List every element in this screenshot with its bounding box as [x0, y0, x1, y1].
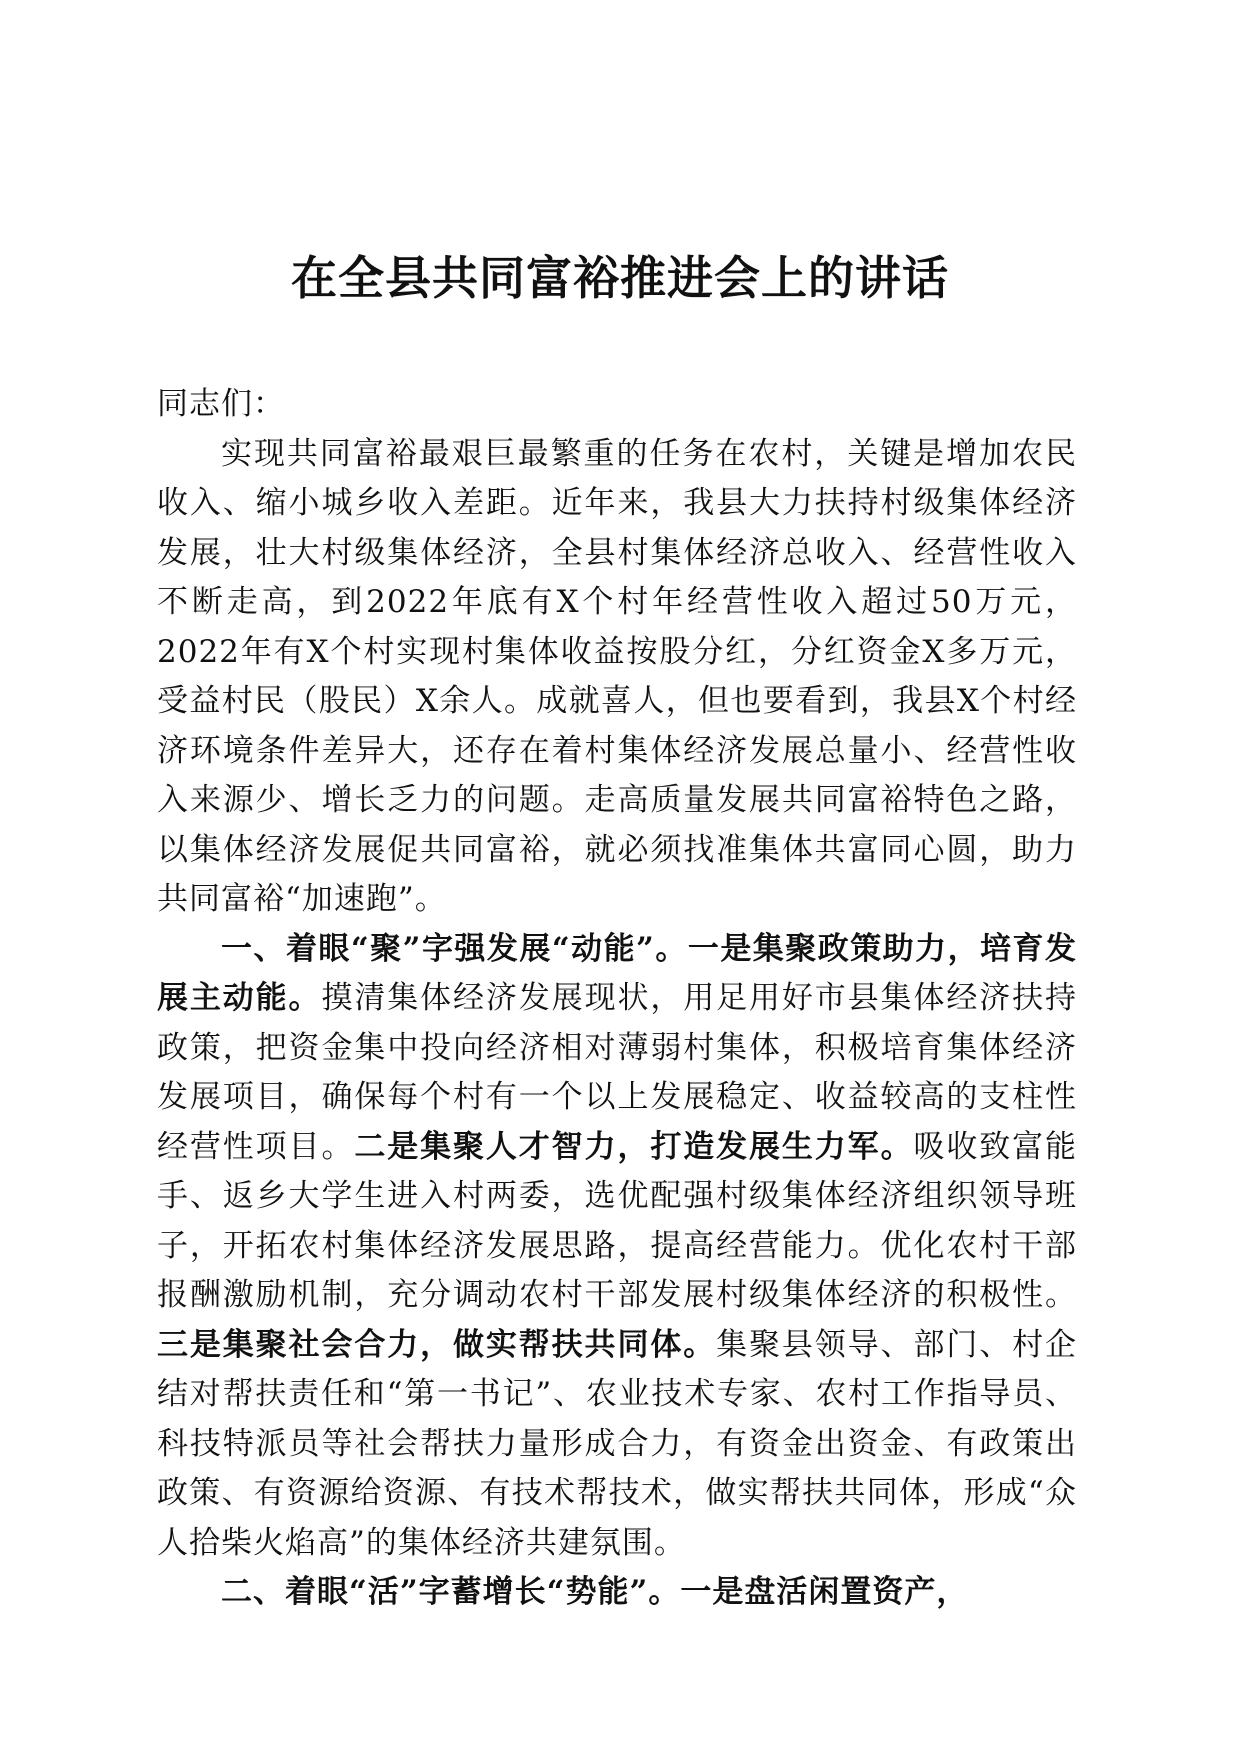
section-1-point-3-text: 集聚县领导、部门、村企结对帮扶责任和“第一书记”、农业技术专家、农村工作指导员、科技特派员等社会帮扶力量形成合力，有资金出资金、有政策出政策、有资源给资源、有技术帮技术，做实帮扶共同体，形成“众人拾柴火焰高”的集体经济共建氛围。 [157, 1326, 1077, 1561]
intro-paragraph: 实现共同富裕最艰巨最繁重的任务在农村，关键是增加农民收入、缩小城乡收入差距。近年来，我县大力扶持村级集体经济发展，壮大村级集体经济，全县村集体经济总收入、经营性收入不断走高，到2022年底有X个村年经营性收入超过50万元，2022年有X个村实现村集体收益按股分红，分红资金X多万元，受益村民（股民）X余人。成就喜人，但也要看到，我县X个村经济环境条件差异大，还存在着村集体经济发展总量小、经营性收入来源少、增长乏力的问题。走高质量发展共同富裕特色之路，以集体经济发展促共同富裕，就必须找准集体共富同心圆，助力共同富裕“加速跑”。 [157, 435, 1077, 917]
section-1-paragraph [157, 925, 1077, 1569]
document-title: 在全县共同富裕推进会上的讲话 [291, 251, 949, 305]
section-1-point-1-heading: 一是集聚政策助力，培育发展主动能。 [157, 930, 1078, 1016]
section-2-point-1-heading: 一是盘活闲置资产， [680, 1574, 969, 1610]
section-1-point-2-heading: 二是集聚人才智力，打造发展生力军。 [354, 1128, 914, 1165]
salutation: 同志们： [157, 386, 285, 422]
section-2-heading: 二、着眼“活”字蓄增长“势能”。 [221, 1574, 681, 1610]
section-1-point-2-text: 吸收致富能手、返乡大学生进入村两委，选优配强村级集体经济组织领导班子，开拓农村集体经济发展思路，提高经营能力。优化农村干部报酬激励机制，充分调动农村干部发展村级集体经济的积极性。 [157, 1128, 1078, 1313]
document-body [157, 380, 1077, 1618]
section-1-point-1-text: 摸清集体经济发展现状，用足用好市县集体经济扶持政策，把资金集中投向经济相对薄弱村集体，积极培育集体经济发展项目，确保每个村有一个以上发展稳定、收益较高的支柱性经营性项目。 [157, 980, 1078, 1165]
section-1-heading: 一、着眼“聚”字强发展“动能”。 [221, 930, 688, 967]
section-2-paragraph [157, 1568, 1077, 1618]
section-1-point-3-heading: 三是集聚社会合力，做实帮扶共同体。 [157, 1326, 717, 1363]
